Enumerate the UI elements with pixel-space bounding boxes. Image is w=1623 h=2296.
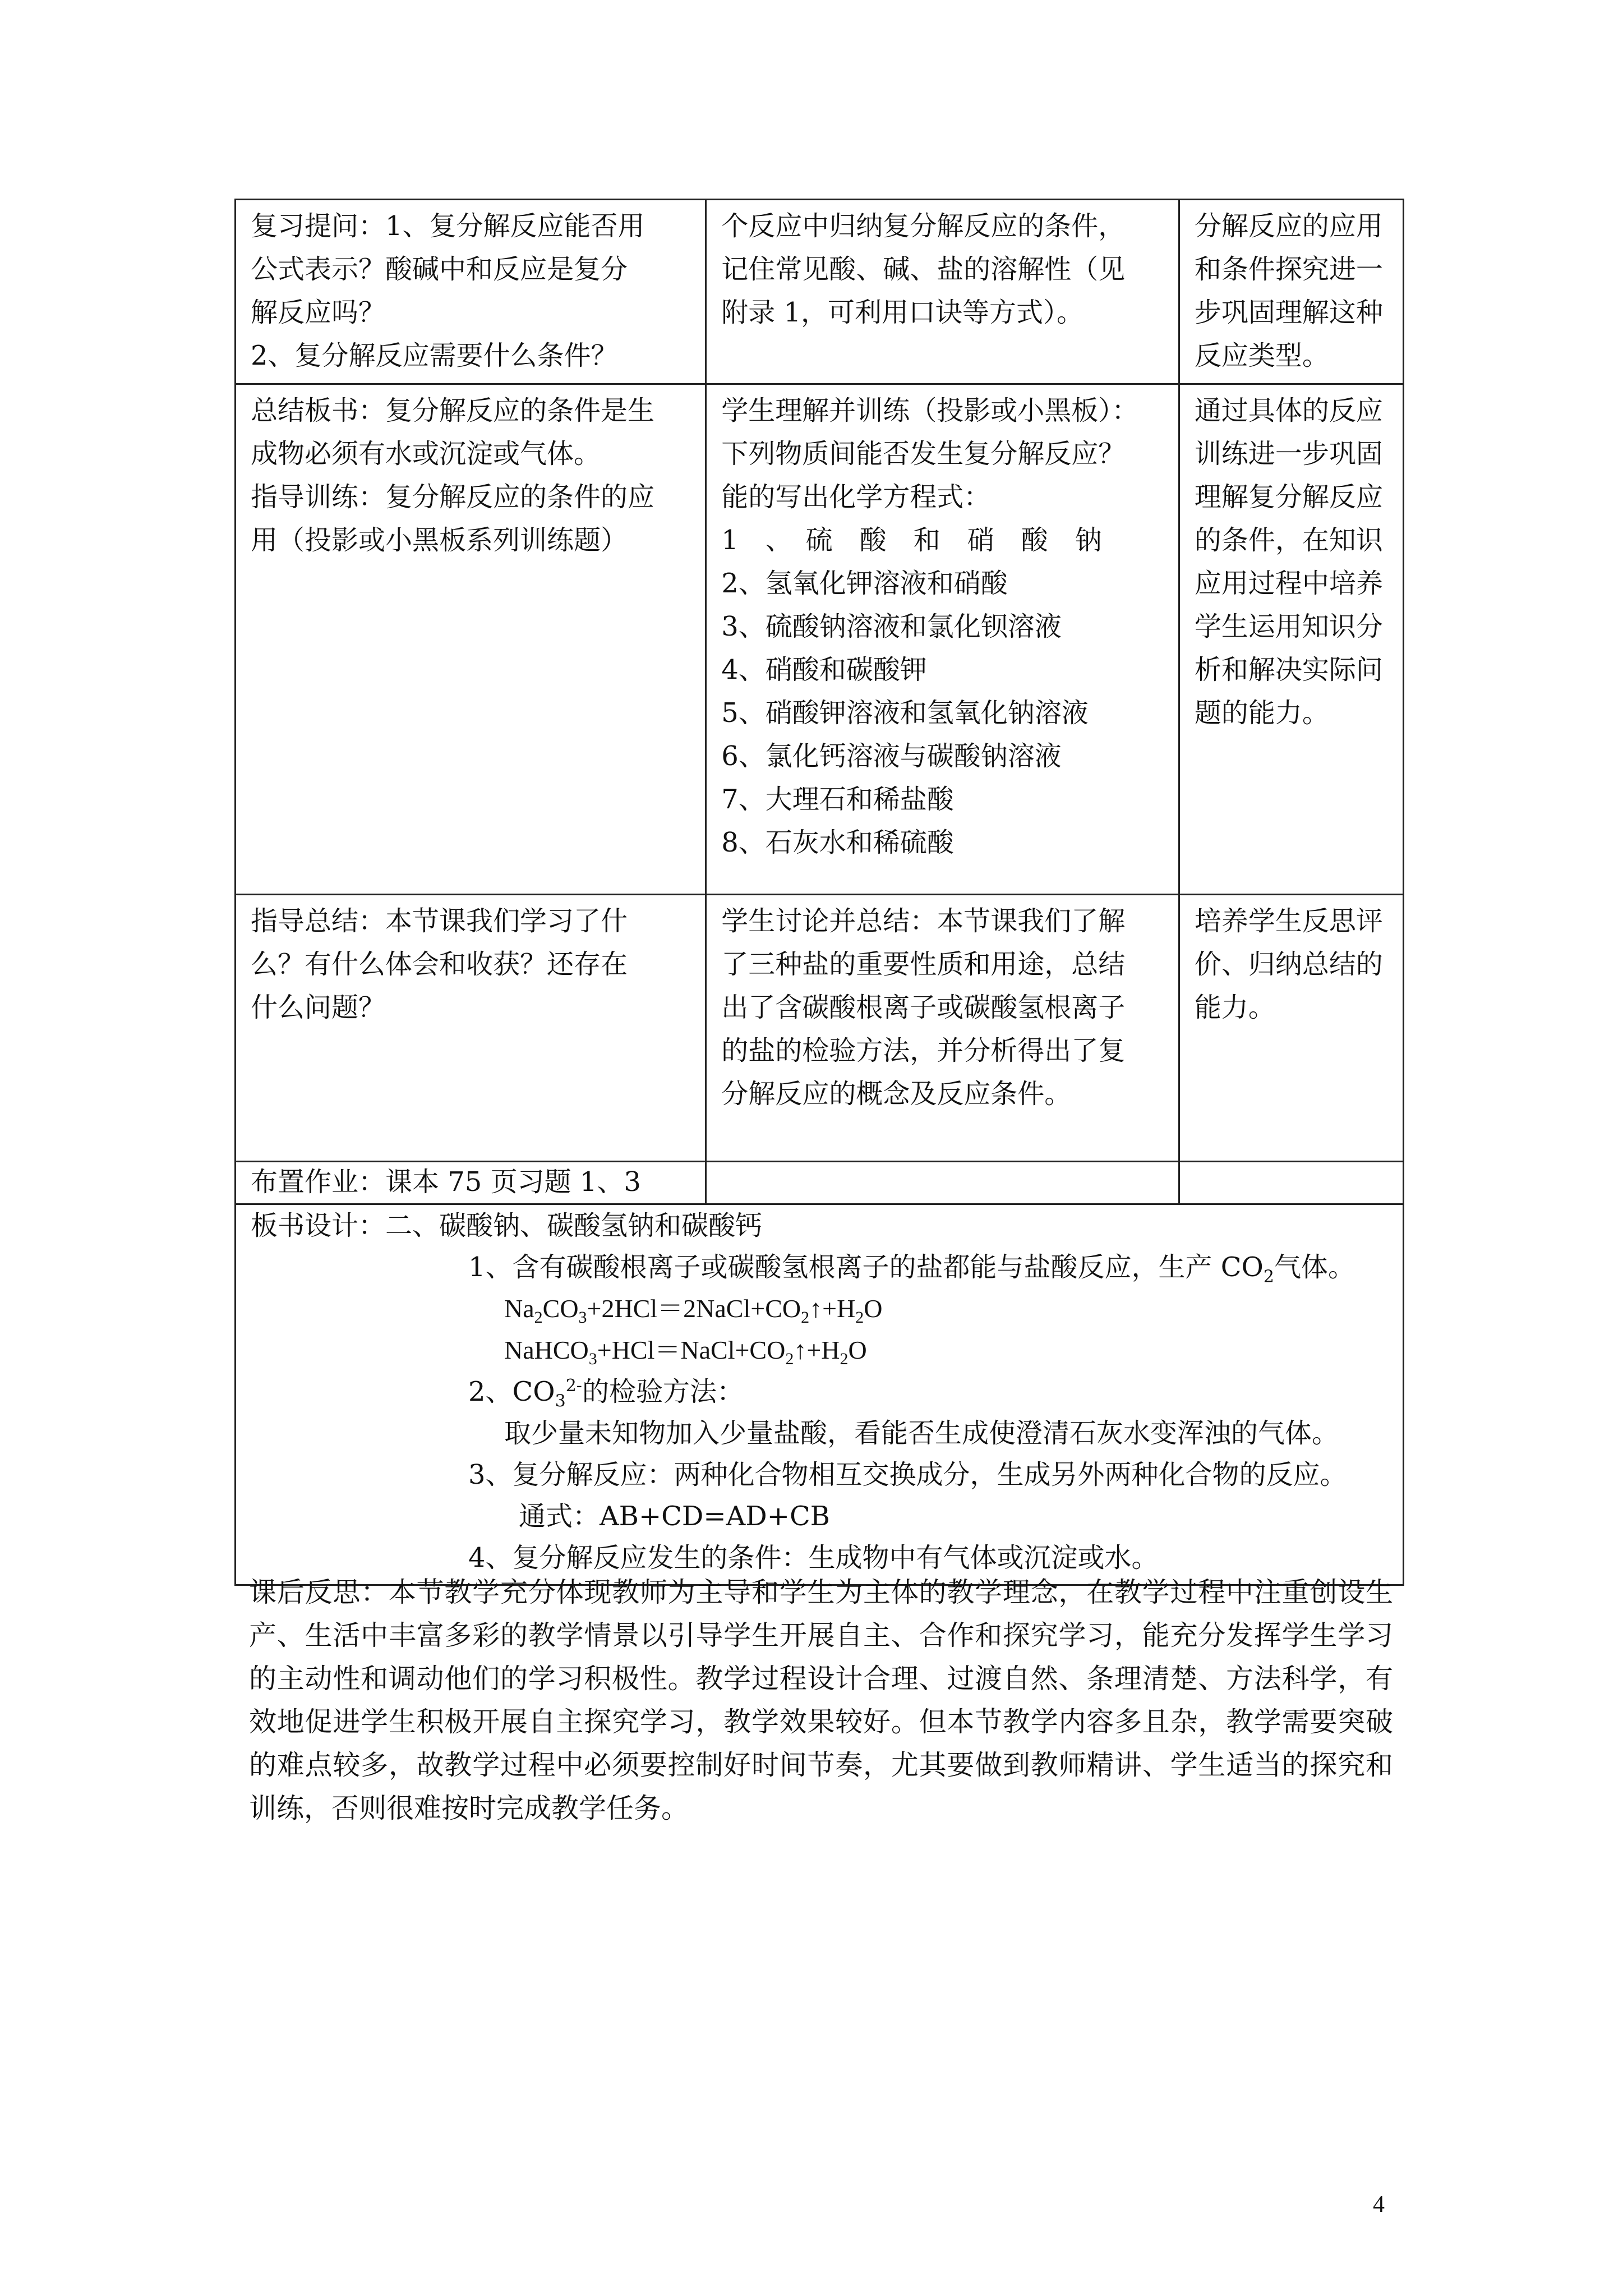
- text-line: 的盐的检验方法，并分析得出了复: [721, 1035, 1126, 1066]
- table-row: [236, 895, 1404, 1162]
- exercise-item: 6、氯化钙溶液与碳酸钠溶液: [721, 740, 1062, 772]
- lesson-plan-table: [234, 199, 1404, 1586]
- design-intent-cell: [1179, 200, 1403, 384]
- text-line: 析和解决实际问: [1194, 654, 1383, 685]
- text-line: 2、复分解反应需要什么条件？: [251, 340, 618, 371]
- text-line: 题的能力。: [1194, 697, 1329, 729]
- equation-2: [251, 1329, 1388, 1371]
- teacher-activity-cell: [236, 200, 706, 384]
- subscript: 2: [785, 1350, 794, 1369]
- board-design-title: 板书设计：二、碳酸钠、碳酸氢钠和碳酸钙: [251, 1210, 763, 1241]
- student-activity-cell: [706, 200, 1179, 384]
- eq-part: ↑+H: [809, 1294, 856, 1323]
- text-line: 学生运用知识分: [1194, 611, 1383, 642]
- text-line: 分解反应的概念及反应条件。: [721, 1078, 1072, 1110]
- table-row: [236, 384, 1404, 895]
- exercise-item: 1 、 硫 酸 和 硝 酸 钠: [721, 524, 1102, 556]
- text-line: 分解反应的应用: [1194, 210, 1383, 242]
- eq-part: ↑+H: [794, 1336, 840, 1364]
- superscript: 2-: [565, 1376, 582, 1396]
- exercise-item: 5、硝酸钾溶液和氢氧化钠溶液: [721, 697, 1089, 729]
- text-line: 个反应中归纳复分解反应的条件，: [721, 210, 1126, 242]
- text-line: 训练进一步巩固: [1194, 438, 1383, 470]
- exercise-item: 2、氢氧化钾溶液和硝酸: [721, 568, 1008, 599]
- eq-part: Na: [504, 1294, 534, 1323]
- subscript: 3: [578, 1308, 587, 1327]
- text-line: 价、归纳总结的: [1194, 949, 1383, 980]
- text-line: 下列物质间能否发生复分解反应？: [721, 438, 1126, 470]
- text-line: 理解复分解反应: [1194, 481, 1383, 513]
- eq-part: O: [848, 1336, 867, 1364]
- exercise-item: 7、大理石和稀盐酸: [721, 784, 954, 815]
- text-line: 什么问题？: [251, 992, 386, 1023]
- text-line: 步巩固理解这种: [1194, 297, 1383, 328]
- text-line: 学生讨论并总结：本节课我们了解: [721, 905, 1126, 937]
- eq-part: +HCl＝NaCl+CO: [597, 1336, 786, 1364]
- general-formula: 通式：AB+CD=AD+CB: [519, 1501, 830, 1532]
- text-line: 记住常见酸、碱、盐的溶解性（见: [721, 254, 1126, 285]
- board-point-2: [251, 1371, 1388, 1412]
- text-line: 总结板书：复分解反应的条件是生: [251, 395, 655, 426]
- board-point-1-end: 气体。: [1274, 1251, 1355, 1283]
- board-point-1-text: 1、含有碳酸根离子或碳酸氢根离子的盐都能与盐酸反应，生产 CO: [468, 1251, 1264, 1283]
- board-point-2-end: 的检验方法：: [582, 1376, 744, 1407]
- subscript: 2: [801, 1308, 810, 1327]
- after-class-reflection: 课后反思：本节教学充分体现教师为主导和学生为主体的教学理念，在教学过程中注重创设生产、生活中丰富多彩的教学情景以引导学生开展自主、合作和探究学习，能充分发挥学生学习的主动性和调动他们的学习积极性。教学过程设计合理、过渡自然、条理清楚、方法科学，有效地促进学生积极开展自主探究学习，教学效果较好。但本节教学内容多且杂，教学需要突破的难点较多，故教学过程中必须要控制好时间节奏，尤其要做到教师精讲、学生适当的探究和训练，否则很难按时完成教学任务。: [249, 1576, 1393, 1824]
- teacher-activity-cell: [236, 384, 706, 895]
- subscript: 2: [1263, 1267, 1274, 1287]
- empty-cell: [1179, 1162, 1403, 1204]
- text-line: 培养学生反思评: [1194, 905, 1383, 937]
- exercise-item: 3、硫酸钠溶液和氯化钡溶液: [721, 611, 1062, 642]
- student-activity-cell: [706, 384, 1179, 895]
- eq-part: +2HCl＝2NaCl+CO: [587, 1294, 801, 1323]
- text-line: 能的写出化学方程式：: [721, 481, 991, 513]
- text-line: 解反应吗？: [251, 297, 386, 328]
- subscript: 2: [840, 1350, 849, 1369]
- exercise-item: 4、硝酸和碳酸钾: [721, 654, 927, 685]
- exercise-item: 8、石灰水和稀硫酸: [721, 827, 954, 858]
- student-activity-cell: [706, 895, 1179, 1162]
- board-point-3: 3、复分解反应：两种化合物相互交换成分，生成另外两种化合物的反应。: [468, 1459, 1347, 1490]
- text-line: 复习提问：1、复分解反应能否用: [251, 210, 645, 242]
- table-row: [236, 200, 1404, 384]
- subscript: 2: [855, 1308, 864, 1327]
- board-point-1: [251, 1246, 1388, 1288]
- text-line: 通过具体的反应: [1194, 395, 1383, 426]
- board-point-2-text: 2、CO: [468, 1376, 555, 1407]
- board-design-cell: [236, 1204, 1404, 1585]
- text-line: 应用过程中培养: [1194, 568, 1383, 599]
- subscript: 3: [588, 1350, 597, 1369]
- text-line: 么？有什么体会和收获？还存在: [251, 949, 628, 980]
- subscript: 3: [555, 1391, 566, 1411]
- subscript: 2: [534, 1308, 543, 1327]
- text-line: 了三种盐的重要性质和用途，总结: [721, 949, 1126, 980]
- text-line: 成物必须有水或沉淀或气体。: [251, 438, 601, 470]
- text-line: 用（投影或小黑板系列训练题）: [251, 524, 628, 556]
- design-intent-cell: [1179, 384, 1403, 895]
- eq-part: NaHCO: [504, 1336, 589, 1364]
- text-line: 和条件探究进一: [1194, 254, 1383, 285]
- teacher-activity-cell: [236, 895, 706, 1162]
- text-line: 的条件，在知识: [1194, 524, 1383, 556]
- homework-text: 布置作业：课本 75 页习题 1、3: [251, 1166, 641, 1198]
- table-row: [236, 1162, 1404, 1204]
- eq-part: O: [864, 1294, 883, 1323]
- empty-cell: [706, 1162, 1179, 1204]
- text-line: 附录 1，可利用口诀等方式）。: [721, 297, 1084, 328]
- text-line: 指导训练：复分解反应的条件的应: [251, 481, 655, 513]
- text-line: 能力。: [1194, 992, 1275, 1023]
- text-line: 学生理解并训练（投影或小黑板）：: [721, 395, 1139, 426]
- table-row: [236, 1204, 1404, 1585]
- equation-1: [251, 1288, 1388, 1329]
- board-point-2-detail: 取少量未知物加入少量盐酸，看能否生成使澄清石灰水变浑浊的气体。: [504, 1418, 1339, 1449]
- design-intent-cell: [1179, 895, 1403, 1162]
- text-line: 出了含碳酸根离子或碳酸氢根离子: [721, 992, 1126, 1023]
- eq-part: CO: [542, 1294, 579, 1323]
- text-line: 公式表示？酸碱中和反应是复分: [251, 254, 628, 285]
- board-point-4: 4、复分解反应发生的条件：生成物中有气体或沉淀或水。: [468, 1542, 1159, 1573]
- text-line: 反应类型。: [1194, 340, 1329, 371]
- text-line: 指导总结：本节课我们学习了什: [251, 905, 628, 937]
- homework-cell: [236, 1162, 706, 1204]
- page-number: 4: [1373, 2192, 1385, 2217]
